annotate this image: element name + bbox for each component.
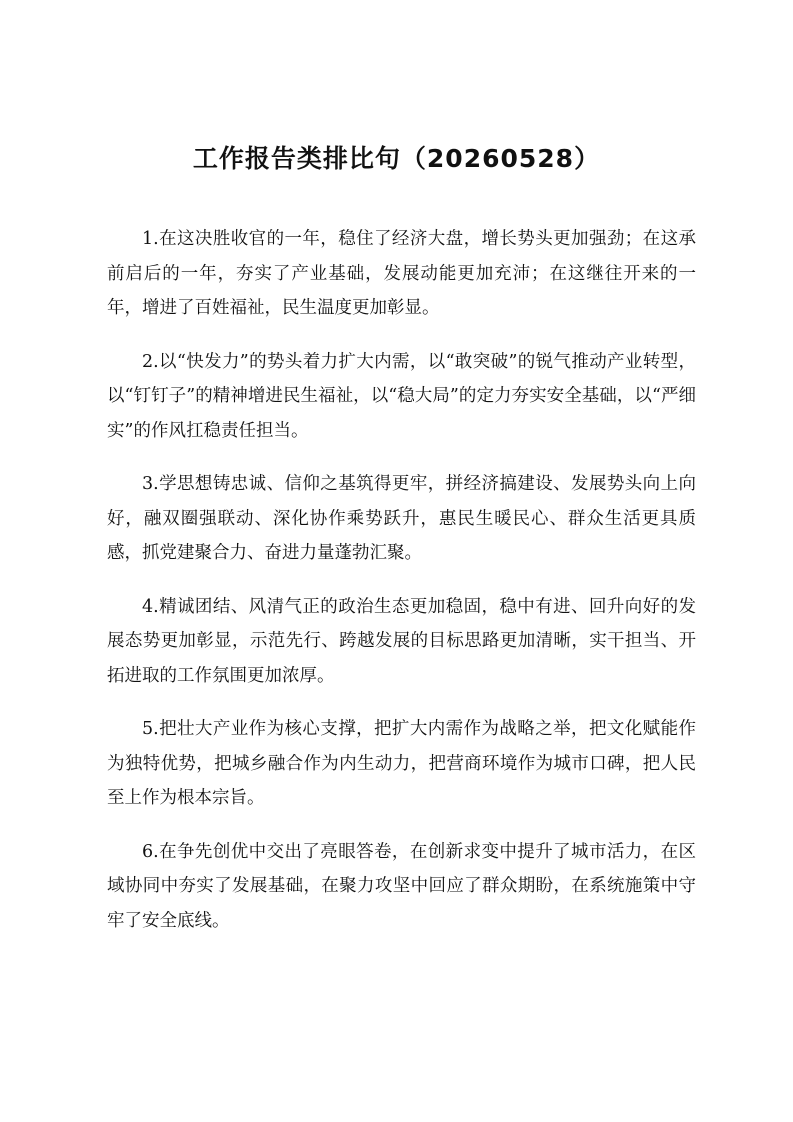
document-title: 工作报告类排比句（20260528） <box>192 144 601 173</box>
paragraph-5: 5.把壮大产业作为核心支撑，把扩大内需作为战略之举，把文化赋能作为独特优势，把城乡融合作为内生动力，把营商环境作为城市口碑，把人民至上作为根本宗旨。 <box>107 719 696 808</box>
paragraph-2: 2.以“快发力”的势头着力扩大内需，以“敢突破”的锐气推动产业转型，以“钉钉子”的精神增进民生福祉，以“稳大局”的定力夯实安全基础，以“严细实”的作风扛稳责任担当。 <box>107 351 696 441</box>
paragraph-6: 6.在争先创优中交出了亮眼答卷，在创新求变中提升了城市活力，在区域协同中夯实了发展基础，在聚力攻坚中回应了群众期盼，在系统施策中守牢了安全底线。 <box>107 841 696 931</box>
paragraph-3: 3.学思想铸忠诚、信仰之基筑得更牢，拼经济搞建设、发展势头向上向好，融双圈强联动、深化协作乘势跃升，惠民生暖民心、群众生活更具质感，抓党建聚合力、奋进力量蓬勃汇聚。 <box>107 474 696 563</box>
paragraph-4: 4.精诚团结、风清气正的政治生态更加稳固，稳中有进、回升向好的发展态势更加彰显，示范先行、跨越发展的目标思路更加清晰，实干担当、开拓进取的工作氛围更加浓厚。 <box>107 596 696 686</box>
document-body <box>107 222 696 957</box>
paragraph-1: 1.在这决胜收官的一年，稳住了经济大盘，增长势头更加强劲；在这承前启后的一年，夯实了产业基础，发展动能更加充沛；在这继往开来的一年，增进了百姓福祉，民生温度更加彰显。 <box>107 229 696 318</box>
